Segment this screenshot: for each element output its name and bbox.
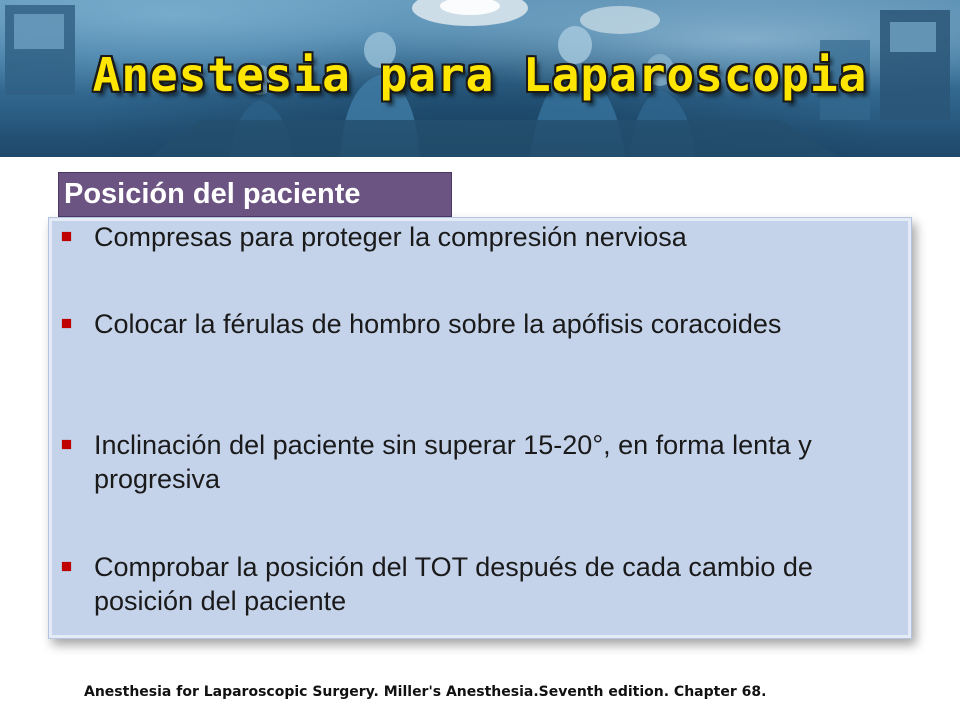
monitor-equipment: [14, 14, 64, 49]
bullet-text: Comprobar la posición del TOT después de cada cambio de posición del paciente: [94, 552, 813, 616]
citation-text: Anesthesia for Laparoscopic Surgery. Miller's Anesthesia.Seventh edition. Chapter 68.: [84, 684, 767, 700]
bullet-text: Inclinación del paciente sin superar 15-20°, en forma lenta y progresiva: [94, 430, 812, 494]
square-bullet-icon: [62, 319, 71, 328]
header-banner: [0, 0, 960, 157]
bullet-text: Compresas para proteger la compresión nerviosa: [94, 222, 687, 252]
banner-shade: [0, 117, 960, 157]
section-heading: Posición del paciente: [58, 172, 452, 217]
bullet-text: Colocar la férulas de hombro sobre la apófisis coracoides: [94, 309, 782, 339]
square-bullet-icon: [62, 440, 71, 449]
square-bullet-icon: [62, 562, 71, 571]
square-bullet-icon: [62, 232, 71, 241]
slide-title: Anestesia para Laparoscopia: [92, 48, 868, 102]
surgical-lamp: [580, 6, 660, 34]
